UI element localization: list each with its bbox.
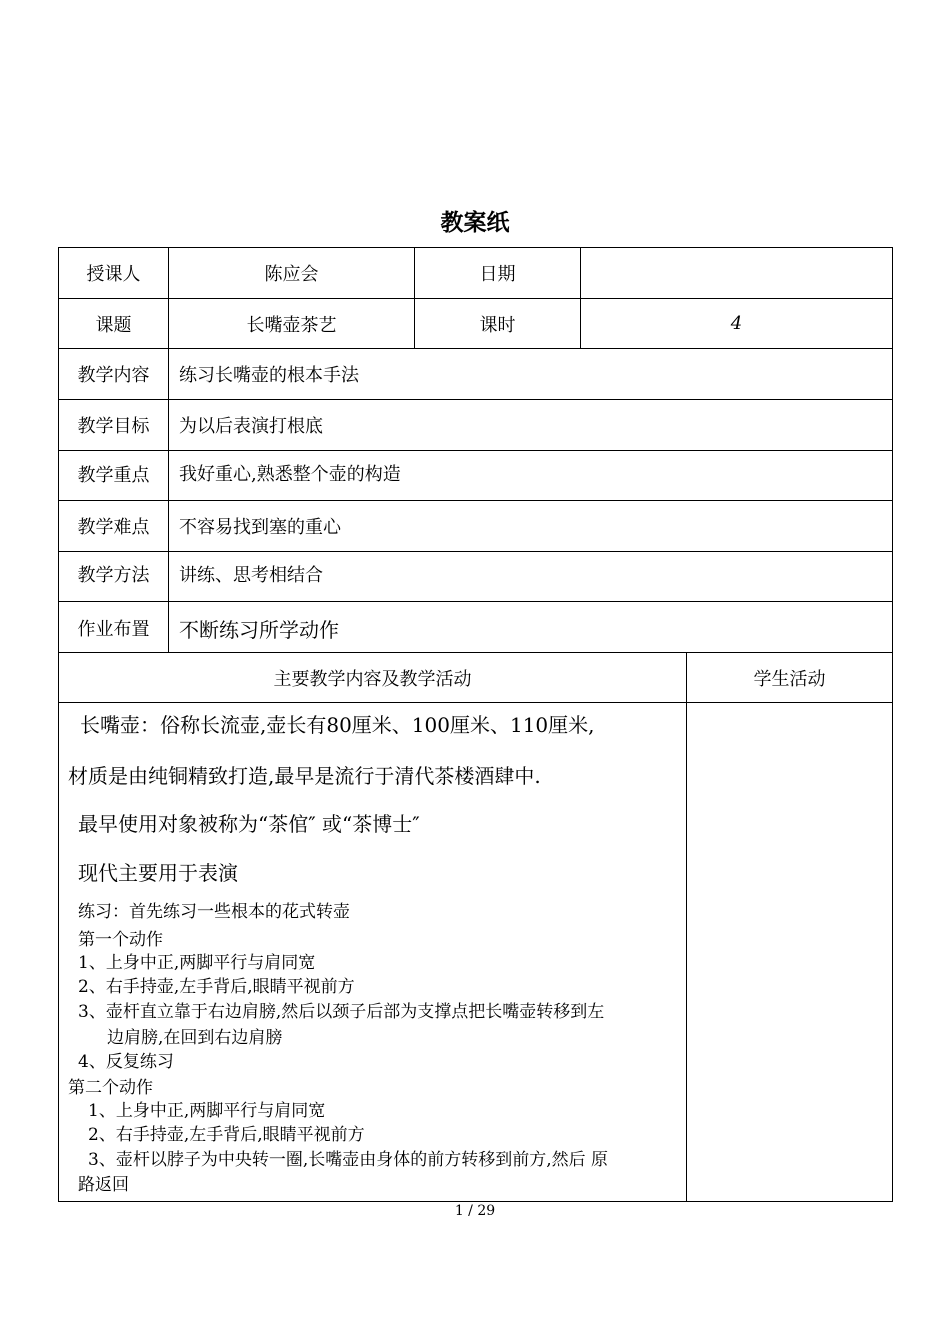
row-label-difficulty: 教学难点 xyxy=(77,517,150,538)
row-value-key-point: 我好重心,熟悉整个壶的构造 xyxy=(179,464,401,485)
page-title: 教案纸 xyxy=(440,210,510,236)
action-step: 2、右手持壶,左手背后,眼睛平视前方 xyxy=(88,1125,365,1145)
action-step: 1、上身中正,两脚平行与肩同宽 xyxy=(88,1101,326,1121)
action-step: 2、右手持壶,左手背后,眼睛平视前方 xyxy=(78,977,355,997)
row-label-key-point: 教学重点 xyxy=(77,465,150,486)
action-step: 1、上身中正,两脚平行与肩同宽 xyxy=(78,953,316,973)
row-label-objective: 教学目标 xyxy=(77,416,150,437)
hours-label: 课时 xyxy=(479,314,516,336)
content-paragraph: 材质是由纯铜精致打造,最早是流行于清代茶楼酒肆中. xyxy=(68,764,541,788)
action-step: 路返回 xyxy=(78,1175,129,1195)
topic-label: 课题 xyxy=(95,314,132,336)
content-paragraph: 练习：首先练习一些根本的花式转壶 xyxy=(78,902,350,922)
content-paragraph: 长嘴壶：俗称长流壶,壶长有80厘米、100厘米、110厘米, xyxy=(80,713,595,737)
student-activity-header: 学生活动 xyxy=(753,668,826,690)
main-content-header: 主要教学内容及教学活动 xyxy=(273,668,472,690)
date-value xyxy=(581,248,892,298)
action-step: 边肩膀,在回到右边肩膀 xyxy=(107,1028,283,1048)
row-label-homework: 作业布置 xyxy=(77,619,150,640)
date-label: 日期 xyxy=(479,264,516,285)
topic-value: 长嘴壶茶艺 xyxy=(246,314,337,336)
row-value-difficulty: 不容易找到塞的重心 xyxy=(179,517,341,538)
row-value-homework: 不断练习所学动作 xyxy=(179,617,339,642)
action-title: 第二个动作 xyxy=(68,1078,153,1098)
hours-value: 4 xyxy=(730,313,743,334)
action-step: 3、壶杆直立靠于右边肩膀,然后以颈子后部为支撑点把长嘴壶转移到左 xyxy=(78,1002,605,1022)
action-title: 第一个动作 xyxy=(78,930,163,950)
content-paragraph: 最早使用对象被称为“茶倌″ 或“茶博士″ xyxy=(78,812,420,836)
row-value-objective: 为以后表演打根底 xyxy=(179,416,323,437)
row-value-content: 练习长嘴壶的根本手法 xyxy=(179,365,359,386)
row-label-method: 教学方法 xyxy=(77,565,150,586)
content-paragraph: 现代主要用于表演 xyxy=(78,861,238,885)
teacher-value: 陈应会 xyxy=(264,264,319,285)
action-step: 4、反复练习 xyxy=(78,1052,174,1072)
page-number: 1 / 29 xyxy=(454,1203,496,1219)
row-label-content: 教学内容 xyxy=(77,365,150,386)
action-step: 3、壶杆以脖子为中央转一圈,长嘴壶由身体的前方转移到前方,然后 原 xyxy=(88,1150,609,1170)
row-value-method: 讲练、思考相结合 xyxy=(179,565,323,586)
teacher-label: 授课人 xyxy=(86,264,141,285)
